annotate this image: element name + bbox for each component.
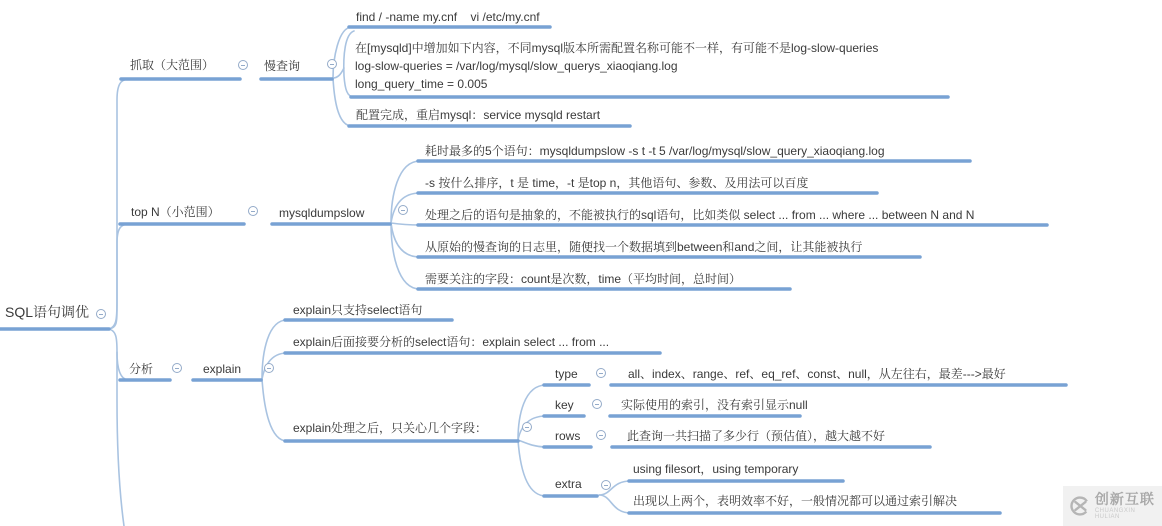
leaf-mysqld-config-line3[interactable]: long_query_time = 0.005 xyxy=(355,77,488,91)
leaf-find-mycnf[interactable]: find / -name my.cnf vi /etc/my.cnf xyxy=(356,10,540,24)
leaf-sort-params[interactable]: -s 按什么排序，t 是 time，-t 是top n，其他语句、参数、及用法可以百度 xyxy=(425,176,809,190)
connector-dump-fill xyxy=(391,223,420,257)
connector-slowquery-config xyxy=(333,68,344,78)
node-explain[interactable]: explain xyxy=(203,362,242,376)
leaf-restart-mysql[interactable]: 配置完成，重启mysql：service mysqld restart xyxy=(356,108,601,122)
collapse-icon-extra[interactable] xyxy=(601,480,611,490)
leaf-rows-desc[interactable]: 此查询一共扫描了多少行（预估值），越大越不好 xyxy=(627,429,886,443)
watermark xyxy=(1063,486,1162,526)
collapse-icon-root[interactable] xyxy=(96,309,106,319)
connector-slowquery-restart xyxy=(333,78,352,126)
collapse-icon-explain-fields[interactable] xyxy=(522,422,532,432)
leaf-top5-statements[interactable]: 耗时最多的5个语句：mysqldumpslow -s t -t 5 /var/log/mysql/slow_query_xiaoqiang.log xyxy=(425,144,885,158)
leaf-fill-between[interactable]: 从原始的慢查询的日志里，随便找一个数据填到between和and之间，让其能被执行 xyxy=(425,240,863,254)
watermark-subtext: CHUANGXIN HULIAN xyxy=(1094,508,1136,520)
leaf-type-values[interactable]: all、index、range、ref、eq_ref、const、null，从左往右，最差--->最好 xyxy=(628,367,1006,381)
collapse-icon-capture[interactable] xyxy=(238,60,248,70)
node-explain-fields[interactable]: explain处理之后，只关心几个字段： xyxy=(293,421,488,435)
watermark-text xyxy=(1095,492,1162,520)
leaf-extra-values[interactable]: using filesort，using temporary xyxy=(633,462,799,476)
collapse-icon-topn[interactable] xyxy=(248,206,258,216)
node-extra[interactable]: extra xyxy=(555,477,582,491)
connector-extra-conclusion xyxy=(599,495,631,513)
watermark-logo-icon xyxy=(1069,495,1091,517)
node-analyze[interactable]: 分析 xyxy=(129,362,154,376)
connector-fields-type xyxy=(518,385,546,440)
connector-root-topn xyxy=(107,224,129,329)
connector-fields-rows xyxy=(518,440,546,447)
leaf-explain-select-only[interactable]: explain只支持select语句 xyxy=(293,303,423,317)
connector-dump-abstract xyxy=(391,223,420,225)
leaf-explain-usage[interactable]: explain后面接要分析的select语句：explain select ... from ... xyxy=(293,335,610,349)
node-topn-small[interactable]: top N（小范围） xyxy=(131,205,220,219)
connector-root-analyze xyxy=(107,329,129,380)
leaf-extra-desc[interactable]: 出现以上两个，表明效率不好，一般情况都可以通过索引解决 xyxy=(633,494,958,508)
leaf-abstract-sql[interactable]: 处理之后的语句是抽象的，不能被执行的sql语句，比如类似 select ... from ... where ... between N and N xyxy=(425,208,975,222)
collapse-icon-explain[interactable] xyxy=(264,363,274,373)
collapse-icon-type[interactable] xyxy=(596,368,606,378)
watermark-brand: 创新互联 xyxy=(1094,491,1155,507)
connector-root-capture xyxy=(107,79,129,329)
node-capture-large[interactable]: 抓取（大范围） xyxy=(130,58,215,72)
connector-fields-extra xyxy=(518,440,546,496)
collapse-icon-analyze[interactable] xyxy=(172,363,182,373)
node-rows[interactable]: rows xyxy=(555,429,581,443)
connector-explain-fields xyxy=(262,379,287,441)
node-sql-tuning[interactable]: SQL语句调优 xyxy=(5,304,90,320)
collapse-icon-rows[interactable] xyxy=(596,430,606,440)
collapse-icon-mysqldumpslow[interactable] xyxy=(398,205,408,215)
leaf-mysqld-config-line1[interactable]: 在[mysqld]中增加如下内容，不同mysql版本所需配置名称可能不一样，有可能不是log-slow-queries xyxy=(355,41,879,55)
collapse-icon-key[interactable] xyxy=(592,399,602,409)
leaf-focus-fields[interactable]: 需要关注的字段：count是次数，time（平均时间，总时间） xyxy=(425,272,742,286)
collapse-icon-slow-query[interactable] xyxy=(327,59,337,69)
leaf-key-desc[interactable]: 实际使用的索引，没有索引显示null xyxy=(621,398,808,412)
leaf-mysqld-config-line2[interactable]: log-slow-queries = /var/log/mysql/slow_querys_xiaoqiang.log xyxy=(355,59,678,73)
node-type[interactable]: type xyxy=(555,367,578,381)
node-underlines xyxy=(0,27,1066,513)
node-slow-query[interactable]: 慢查询 xyxy=(264,59,301,73)
node-key[interactable]: key xyxy=(555,398,574,412)
connector-config-brace xyxy=(344,31,354,97)
node-mysqldumpslow[interactable]: mysqldumpslow xyxy=(279,206,365,220)
